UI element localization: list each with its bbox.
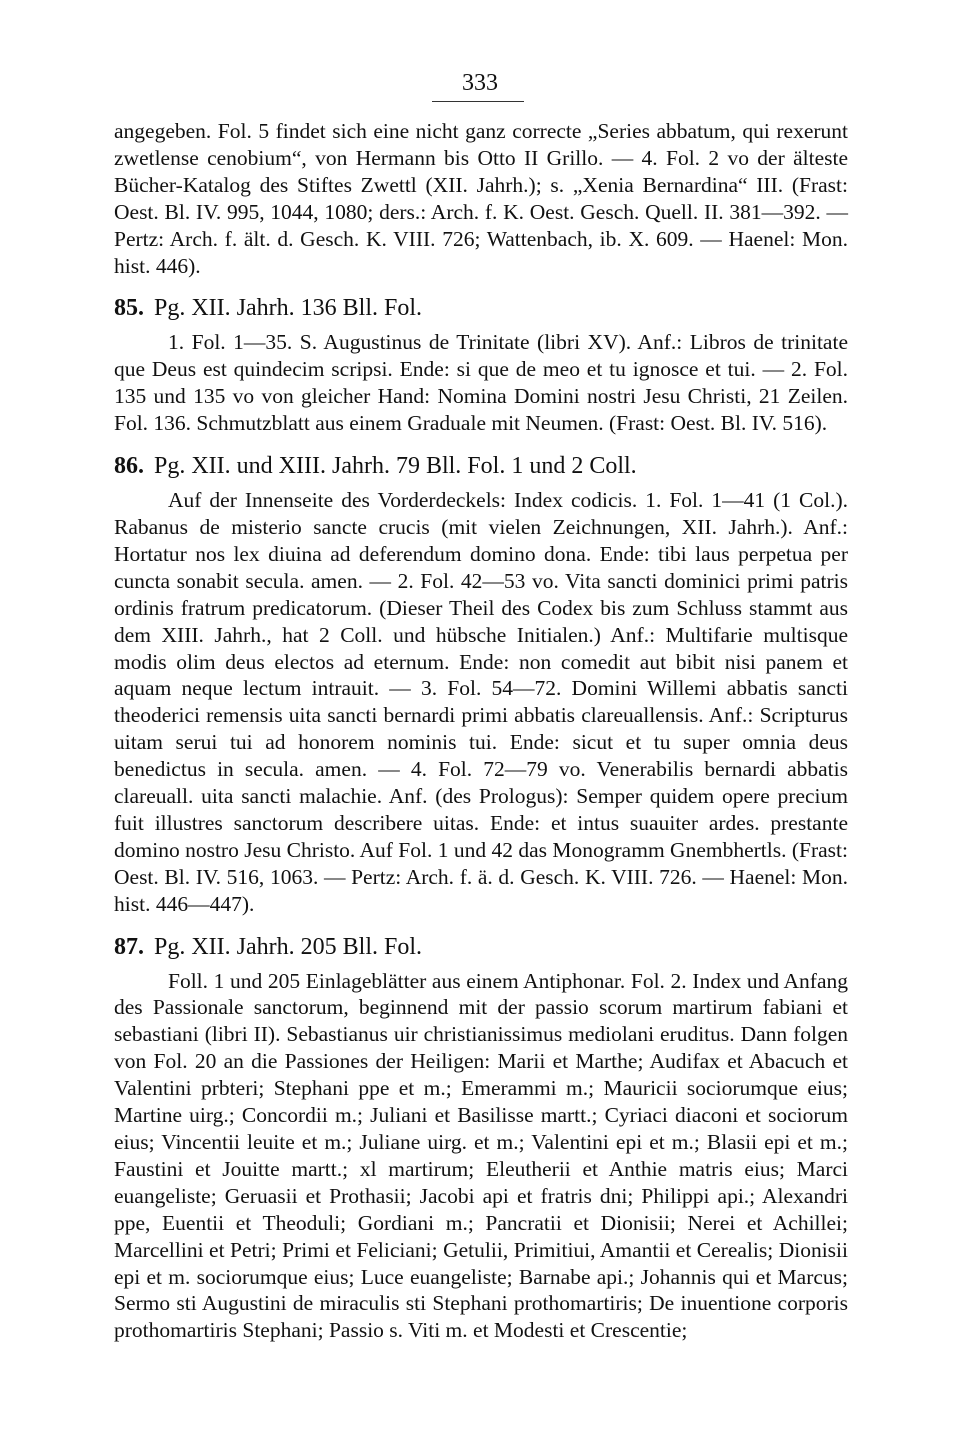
entry-86-heading [114, 451, 848, 481]
page-body [114, 118, 848, 1344]
entry-85-heading [114, 293, 848, 323]
entry-85 [114, 293, 848, 437]
entry-86 [114, 451, 848, 918]
entry-87-header: Pg. XII. Jahrh. 205 Bll. Fol. [154, 933, 423, 960]
entry-86-header: Pg. XII. und XIII. Jahrh. 79 Bll. Fol. 1 und 2 Coll. [154, 453, 637, 480]
entry-86-number: 86. [114, 453, 144, 480]
entry-87-number: 87. [114, 933, 144, 960]
page-number: 333 [462, 70, 498, 96]
entry-87-heading [114, 932, 848, 962]
page-number-rule [432, 101, 524, 102]
entry-86-body: Auf der Innenseite des Vorderdeckels: Index codicis. 1. Fol. 1—41 (1 Col.). Rabanus de misterio sancte crucis (mit vielen Zeichnungen, XII. Jahrh.). Anf.: Hortatur nos lex diuina ad deferendum domino dona. Ende: tibi laus perpetua per cuncta sonabit secula. amen. — 2. Fol. 42—53 vo. Vita sancti dominici primi patris ordinis fratrum predicatorum. (Dieser Theil des Codex bis zum Schluss stammt aus dem XIII. Jahrh., hat 2 Coll. und hübsche Initialen.) Anf.: Multifarie multisque modis olim deus electos ad eternum. Ende: non comedit aut bibit nisi panem et aquam neque lectum intrauit. — 3. Fol. 54—72. Domini Willemi abbatis sancti theoderici remensis uita sancti bernardi primi abbatis clareuallensis. Anf.: Scripturus uitam serui tui ad honorem nominis tui. Ende: sicut et tu super omnia deus benedictus in secula. amen. — 4. Fol. 72—79 vo. Venerabilis bernardi abbatis clareuall. uita sancti malachie. Anf. (des Prologus): Semper quidem opere precium fuit illustres sanctorum describere uitas. Ende: et intus suauiter ardes. prestante domino nostro Jesu Christo. Auf Fol. 1 und 42 das Monogramm Gnembhertls. (Frast: Oest. Bl. IV. 516, 1063. — Pertz: Arch. f. ä. d. Gesch. K. VIII. 726. — Haenel: Mon. hist. 446—447). [114, 488, 848, 916]
entry-87 [114, 932, 848, 1345]
entry-85-body: 1. Fol. 1—35. S. Augustinus de Trinitate (libri XV). Anf.: Libros de trinitate que Deus est quindecim scripsi. Ende: si que de meo et tu ignosce et tui. — 2. Fol. 135 und 135 vo von gleicher Hand: Nomina Domini nostri Jesu Christi, 21 Zeilen. Fol. 136. Schmutzblatt aus einem Graduale mit Neumen. (Frast: Oest. Bl. IV. 516). [114, 330, 848, 436]
entry-87-body: Foll. 1 und 205 Einlageblätter aus einem Antiphonar. Fol. 2. Index und Anfang des Passionale sanctorum, beginnend mit der passio scorum martirum fabiani et sebastiani (libri II). Sebastianus uir christianissimus mediolani eruditus. Dann folgen von Fol. 20 an die Passiones der Heiligen: Marii et Marthe; Audifax et Abacuch et Valentini prbteri; Stephani ppe et m.; Emerammi m.; Mauricii sociorumque eius; Martine uirg.; Concordii m.; Juliani et Basilisse martt.; Cyriaci diaconi et sociorum eius; Vincentii leuite et m.; Juliane uirg. et m.; Valentini epi et m.; Blasii epi et m.; Faustini et Jouitte martt.; xl martirum; Eleutherii et Anthie matris eius; Marci euangeliste; Geruasii et Prothasii; Jacobi api et fratris dni; Philippi api.; Alexandri ppe, Euentii et Theoduli; Gordiani m.; Pancratii et Dionisii; Nerei et Achillei; Marcellini et Petri; Primi et Feliciani; Getulii, Primitiui, Amantii et Cerealis; Dionisii epi et m. sociorumque eius; Luce euangeliste; Barnabe api.; Johannis qui et Marcus; Sermo sti Augustini de miraculis sti Stephani prothomartiris; De inuentione corporis prothomartiris Stephani; Passio s. Viti m. et Modesti et Crescentie; [114, 968, 848, 1343]
entry-85-header: Pg. XII. Jahrh. 136 Bll. Fol. [154, 295, 423, 322]
continuation-paragraph: angegeben. Fol. 5 findet sich eine nicht ganz correcte „Series abbatum, qui rexerunt zwetlense cenobium“, von Hermann bis Otto II Grillo. — 4. Fol. 2 vo der älteste Bücher-Katalog des Stiftes Zwettl (XII. Jahrh.); s. „Xenia Bernardina“ III. (Frast: Oest. Bl. IV. 995, 1044, 1080; ders.: Arch. f. K. Oest. Gesch. Quell. II. 381—392. — Pertz: Arch. f. ält. d. Gesch. K. VIII. 726; Wattenbach, ib. X. 609. — Haenel: Mon. hist. 446). [114, 119, 848, 278]
entry-85-number: 85. [114, 295, 144, 322]
